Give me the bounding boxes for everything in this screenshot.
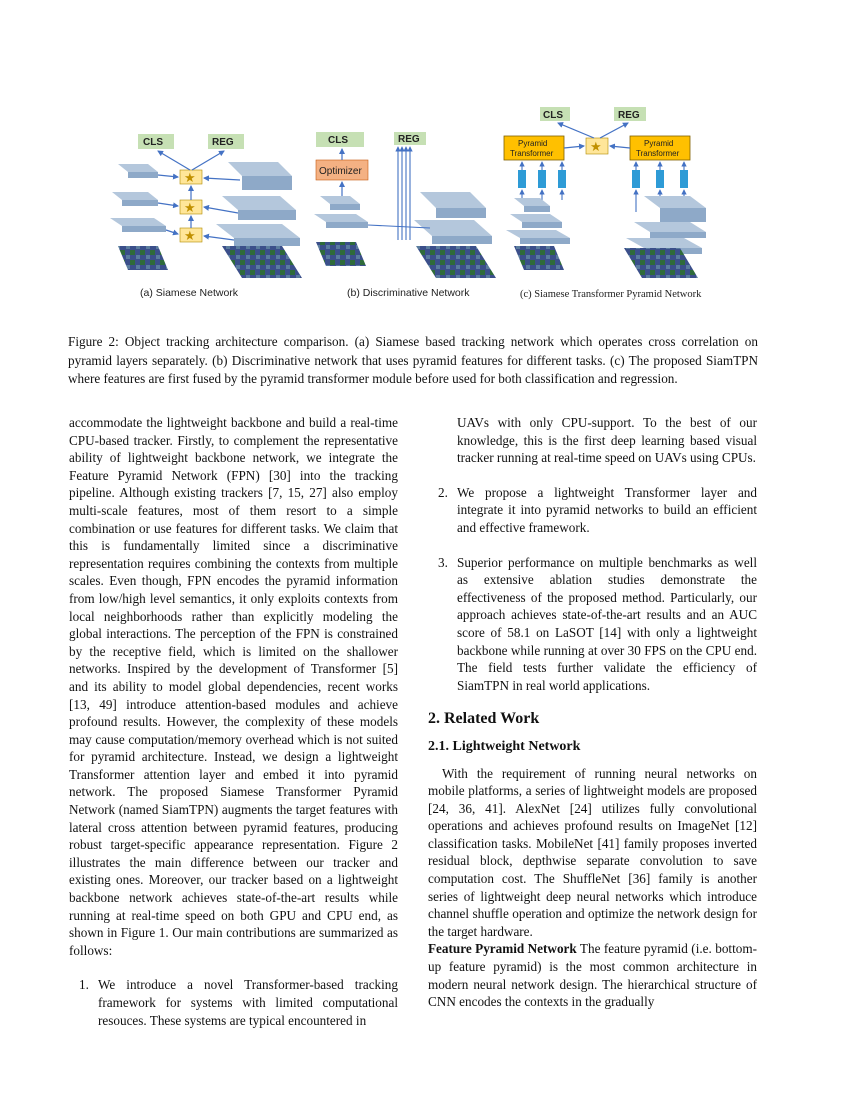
template-image bbox=[316, 242, 366, 266]
intro-paragraph: accommodate the lightweight backbone and build a real-time CPU-based tracker. Firstly, to complement the representative ability of lightweight backbone network, we integrate the Feature Pyramid Network (FPN) [30] into the tracking pipeline. Although existing trackers [7, 15, 27] also employ multi-scale features, most of them resort to a simple combination or use features for different tasks. We claim that this is fundamentally limited since a discriminative representation requires combining the contexts from multiple scales. Even though, FPN encodes the pyramid information from low/high level semantics, it only exploits contexts from local neighborhoods rather than explicitly modeling the global interactions. The perception of the FPN is constrained by the receptive field, which is limited on the shallower networks. Inspired by the development of Transformer [5] and its ability to model global dependencies, recent works [13, 49] introduce attention-based modules and achieve profound results. However, the complexity of these models may cause computation/memory overhead which is not suited for pyramid architecture. Instead, we design a lightweight Transformer attention layer and embed it into pyramid network. The proposed Siamese Transformer Pyramid Network (named SiamTPN) augments the target features with lateral cross attention between pyramid features, producing robust target-specific appearance representation. Figure 2 illustrates the main difference between our tracker and existing ones. Moreover, our tracker based on a lightweight backbone network achieves state-of-the-art results while running at real-time speed on both GPU and CPU end, as shown in Figure 1. Our main contributions are summarized as follows: bbox=[69, 415, 398, 958]
list-number: 3. bbox=[438, 554, 448, 570]
architecture-figure bbox=[110, 100, 740, 305]
cls-label: CLS bbox=[328, 135, 348, 146]
list-item bbox=[69, 976, 398, 1029]
search-image bbox=[416, 246, 496, 278]
contributions-list bbox=[69, 976, 398, 1029]
list-number: 2. bbox=[438, 484, 448, 500]
cls-label: CLS bbox=[143, 137, 163, 148]
optimizer-label: Optimizer bbox=[319, 166, 362, 177]
related-work-paragraph: With the requirement of running neural networks on mobile platforms, a series of lightweight models are proposed [24, 36, 41]. AlexNet [24] utilizes fully convolutional operations and achieves profound results on ImageNet [12] classification tasks. MobileNet [41] family proposes inverted residual block, depthwise separate convolution to save computation cost. The ShuffleNet [36] family is another series of lightweight deep neural networks which introduce channel shuffle operation and optimize the network design for the target hardware. bbox=[428, 765, 757, 939]
pyramid-label: Pyramid bbox=[518, 139, 548, 148]
panel-b-caption: (b) Discriminative Network bbox=[347, 287, 470, 299]
left-column bbox=[69, 414, 398, 1029]
list-item-text: We propose a lightweight Transformer layer and integrate it into pyramid networks to build an efficient and effective framework. bbox=[457, 484, 757, 535]
reg-label: REG bbox=[398, 134, 420, 145]
reg-label: REG bbox=[212, 137, 234, 148]
fpn-paragraph bbox=[428, 940, 757, 1010]
list-item bbox=[428, 554, 757, 695]
pyramid-label: Pyramid bbox=[644, 139, 674, 148]
list-item-text: UAVs with only CPU-support. To the best of our knowledge, this is the first deep learning based visual tracker running at real-time speed on UAVs using CPUs. bbox=[457, 415, 757, 466]
panel-a-caption: (a) Siamese Network bbox=[140, 287, 239, 299]
search-image bbox=[222, 246, 302, 278]
template-image bbox=[118, 246, 168, 270]
fpn-text: The feature pyramid (i.e. bottom-up feature pyramid) is the most common architecture in modern neural network design. The hierarchical structure of CNN encodes the contexts in the gradually bbox=[428, 941, 757, 1010]
reg-label: REG bbox=[618, 110, 640, 121]
star-icon: ★ bbox=[184, 200, 196, 215]
list-item-text: Superior performance on multiple benchmarks as well as extensive ablation studies demonstrate the effectiveness of the proposed method. Particularly, our approach achieves state-of-the-art results and an AUC score of 58.1 on LaSOT [14] with only a lightweight backbone while running at over 30 FPS on the CPU end. The field tests further validate the efficiency of SiamTPN in real world applications. bbox=[457, 554, 757, 693]
contributions-list-cont bbox=[428, 414, 757, 694]
transformer-label: Transformer bbox=[636, 149, 680, 158]
figure-caption: Figure 2: Object tracking architecture comparison. (a) Siamese based tracking network which operates cross correlation on pyramid layers separately. (b) Discriminative network that uses pyramid features for different tasks. (c) The proposed SiamTPN where features are first fused by the pyramid transformer module before used for both classification and regression. bbox=[68, 334, 758, 386]
list-item-text: We introduce a novel Transformer-based tracking framework for systems with limited computational resouces. These systems are typical encountered in bbox=[98, 977, 398, 1028]
panel-c-caption: (c) Siamese Transformer Pyramid Network bbox=[520, 289, 702, 300]
panel-b bbox=[314, 132, 496, 299]
list-item bbox=[428, 414, 757, 467]
star-icon: ★ bbox=[184, 170, 196, 185]
star-icon: ★ bbox=[590, 139, 602, 154]
right-column bbox=[428, 414, 757, 1011]
template-image bbox=[514, 246, 564, 270]
panel-c bbox=[504, 107, 706, 300]
list-number: 1. bbox=[79, 977, 89, 993]
cls-label: CLS bbox=[543, 110, 563, 121]
runin-heading: Feature Pyramid Network bbox=[428, 941, 577, 957]
transformer-label: Transformer bbox=[510, 149, 554, 158]
section-heading: 2. Related Work bbox=[428, 710, 540, 728]
panel-a bbox=[110, 134, 302, 299]
list-item bbox=[428, 484, 757, 537]
star-icon: ★ bbox=[184, 228, 196, 243]
subsection-heading: 2.1. Lightweight Network bbox=[428, 738, 581, 754]
